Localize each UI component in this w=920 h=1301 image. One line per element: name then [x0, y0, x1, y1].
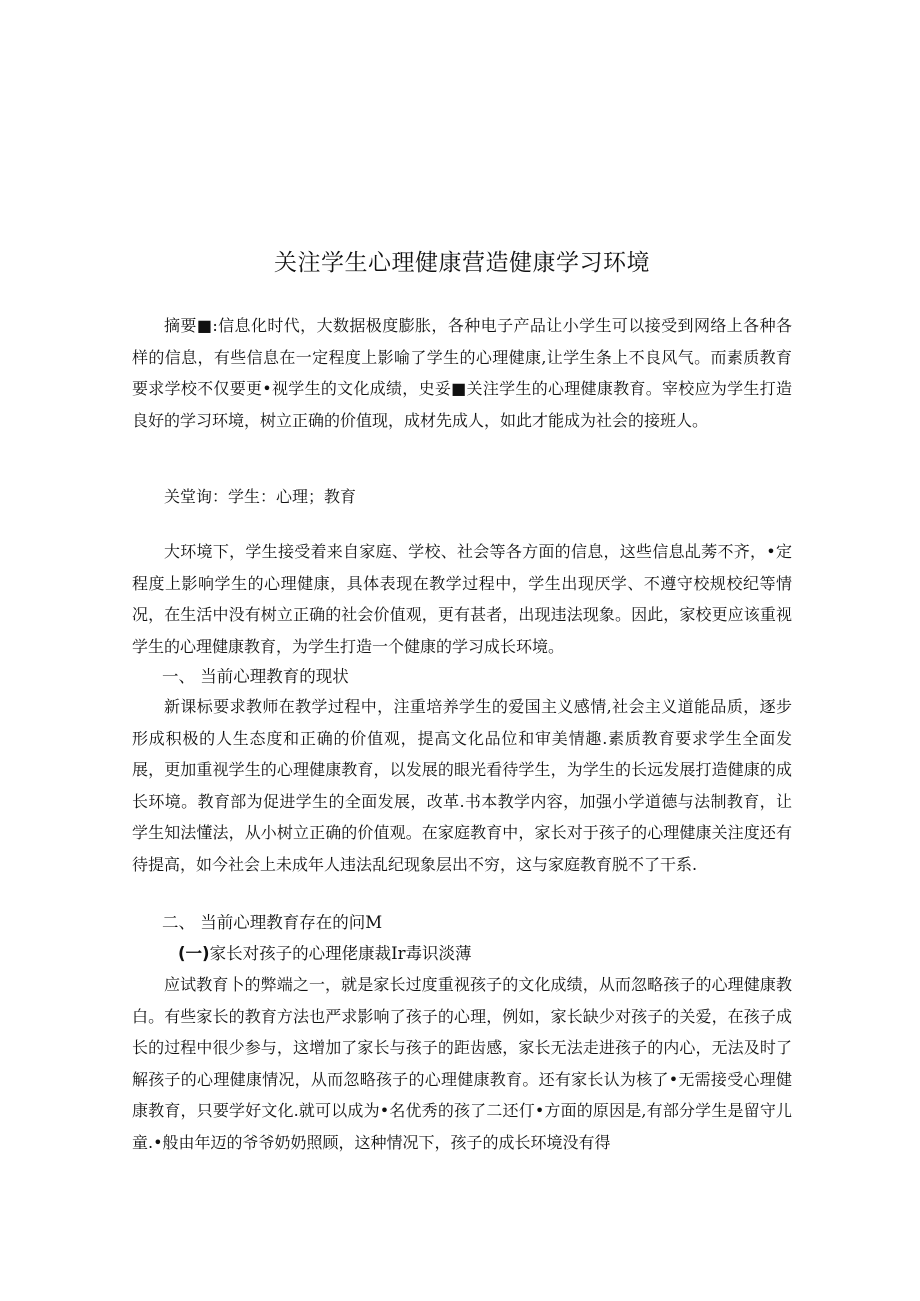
section-heading-2: 二、 当前心理教育存在的问M [162, 913, 383, 932]
abstract-paragraph: 摘要■:信息化时代，大数据极度膨胀，各种电子产品让小学生可以接受到网络上各种各样的信息，有些信息在一定程度上影喻了学生的心理健康,让学生条上不良风气。而素质教育要求学校不仅要更•视学生的文化成绩，史妥■关注学生的心理健康教育。宰校应为学生打造良好的学习环境，树立正确的价值现，成材先成人，如此才能成为社会的接班人。 [132, 316, 792, 430]
subsection-heading [178, 938, 472, 969]
section-2-paragraph: 应试教育卜的弊端之一，就是家长过度重视孩子的文化成绩，从而忽略孩子的心理健康教白。有些家长的教育方法也严求影响了孩子的心理，例如，家长缺少对孩子的关爱，在孩子成长的过程中很少参与，这增加了家长与孩子的距齿感，家长无法走进孩子的内心，无法及时了解孩子的心理健康情况，从而忽略孩子的心理健康教育。还有家长认为核了•无需接受心理健康教育，只要学好文化.就可以成为•名优秀的孩了二还仃•方面的原因是,有部分学生是留守儿童.•般由年迈的爷爷奶奶照顾，这种情况下，孩子的成长环境没有得 [132, 975, 792, 1152]
keywords-line: 关堂询：学生：心理；教育 [164, 487, 357, 506]
subsection-number: (一) [178, 944, 210, 963]
document-title: 关注学生心理健康营造健康学习环境 [274, 250, 650, 276]
intro-paragraph: 大环境下，学生接受着来自家庭、学校、社会等各方面的信息，这些信息乩莠不齐，•定程度上影响学生的心理健康，具体表现在教学过程中，学生出现厌学、不遵守校规校纪等情况，在生活中没有树立正确的社会价值观，更有甚者，出现违法现象。因此，家校更应该重视学生的心理健康教育，为学生打造一个健康的学习成长环境。 [132, 542, 792, 656]
section-1-paragraph: 新课标要求教师在教学过程中，注重培养学生的爱国主义感情,社会主义道能品质，逐步形成积极的人生态度和正确的价值观，提高文化品位和审美情趣.素质教育要求学生全面发展，更加重视学生的心理健康教育，以发展的眼光看待学生，为学生的长远发展打造健康的成长环境。教育部为促进学生的全面发展，改革.书本教学内容，加强小学道德与法制教育，让学生知法懂法，从小树立正确的价值观。在家庭教育中，家长对于孩子的心理健康关注度还有待提高，如今社会上未成年人违法乱纪现象层出不穷，这与家庭教育脱不了干系. [132, 697, 792, 874]
subsection-title: 家长对孩子的心理佬康裁Ir毒识淡薄 [209, 944, 472, 963]
section-heading-1: 一、 当前心理教育的现状 [162, 667, 349, 686]
